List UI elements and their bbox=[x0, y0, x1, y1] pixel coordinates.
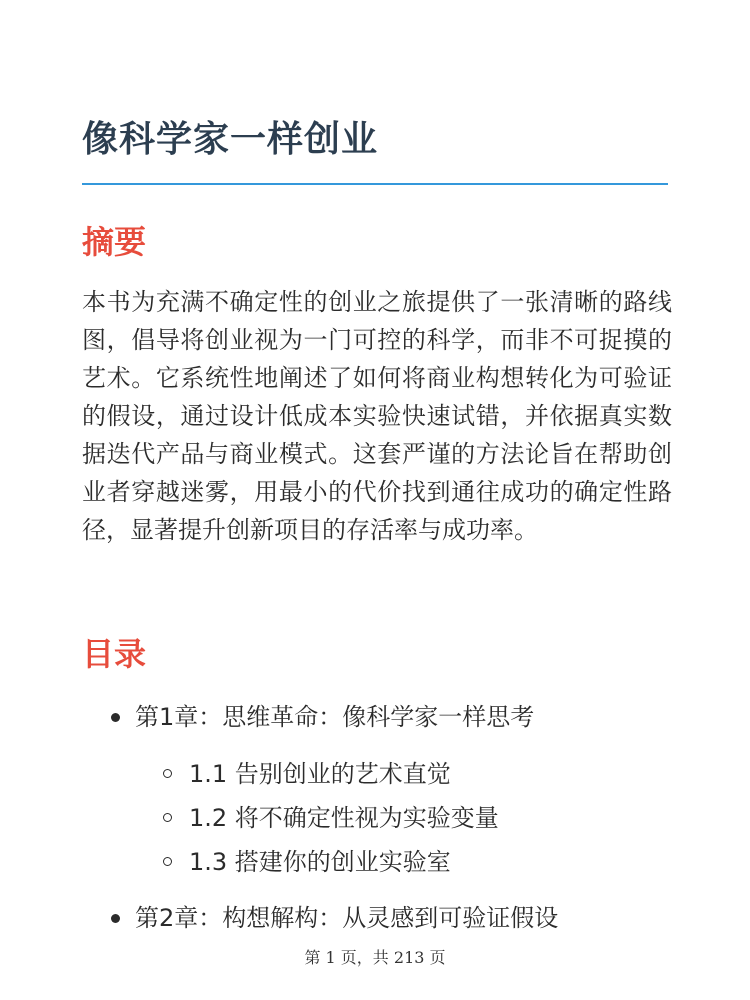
bullet-ring-icon bbox=[163, 857, 172, 866]
toc-section-1-2[interactable]: 1.2 将不确定性视为实验变量 bbox=[189, 804, 499, 832]
toc-section-1-1[interactable]: 1.1 告别创业的艺术直觉 bbox=[189, 760, 451, 788]
page-footer: 第 1 页，共 213 页 bbox=[304, 948, 446, 967]
toc-heading: 目录 bbox=[82, 635, 147, 673]
document-title: 像科学家一样创业 bbox=[82, 119, 379, 160]
bullet-dot-icon bbox=[111, 713, 120, 722]
summary-paragraph: 本书为充满不确定性的创业之旅提供了一张清晰的路线图，倡导将创业视为一门可控的科学，而非不可捉摸的艺术。它系统性地阐述了如何将商业构想转化为可验证的假设，通过设计低成本实验快速试错，并依据真实数据迭代产品与商业模式。这套严谨的方法论旨在帮助创业者穿越迷雾，用最小的代价找到通往成功的确定性路径，显著提升创新项目的存活率与成功率。 bbox=[82, 288, 672, 544]
title-divider bbox=[82, 183, 668, 185]
bullet-ring-icon bbox=[163, 769, 172, 778]
summary-heading: 摘要 bbox=[82, 223, 147, 261]
toc-section-1-3[interactable]: 1.3 搭建你的创业实验室 bbox=[189, 848, 451, 876]
toc-chapter-1[interactable]: 第1章：思维革命：像科学家一样思考 bbox=[135, 703, 535, 731]
bullet-dot-icon bbox=[111, 914, 120, 923]
toc-chapter-2[interactable]: 第2章：构想解构：从灵感到可验证假设 bbox=[135, 904, 559, 932]
bullet-ring-icon bbox=[163, 813, 172, 822]
